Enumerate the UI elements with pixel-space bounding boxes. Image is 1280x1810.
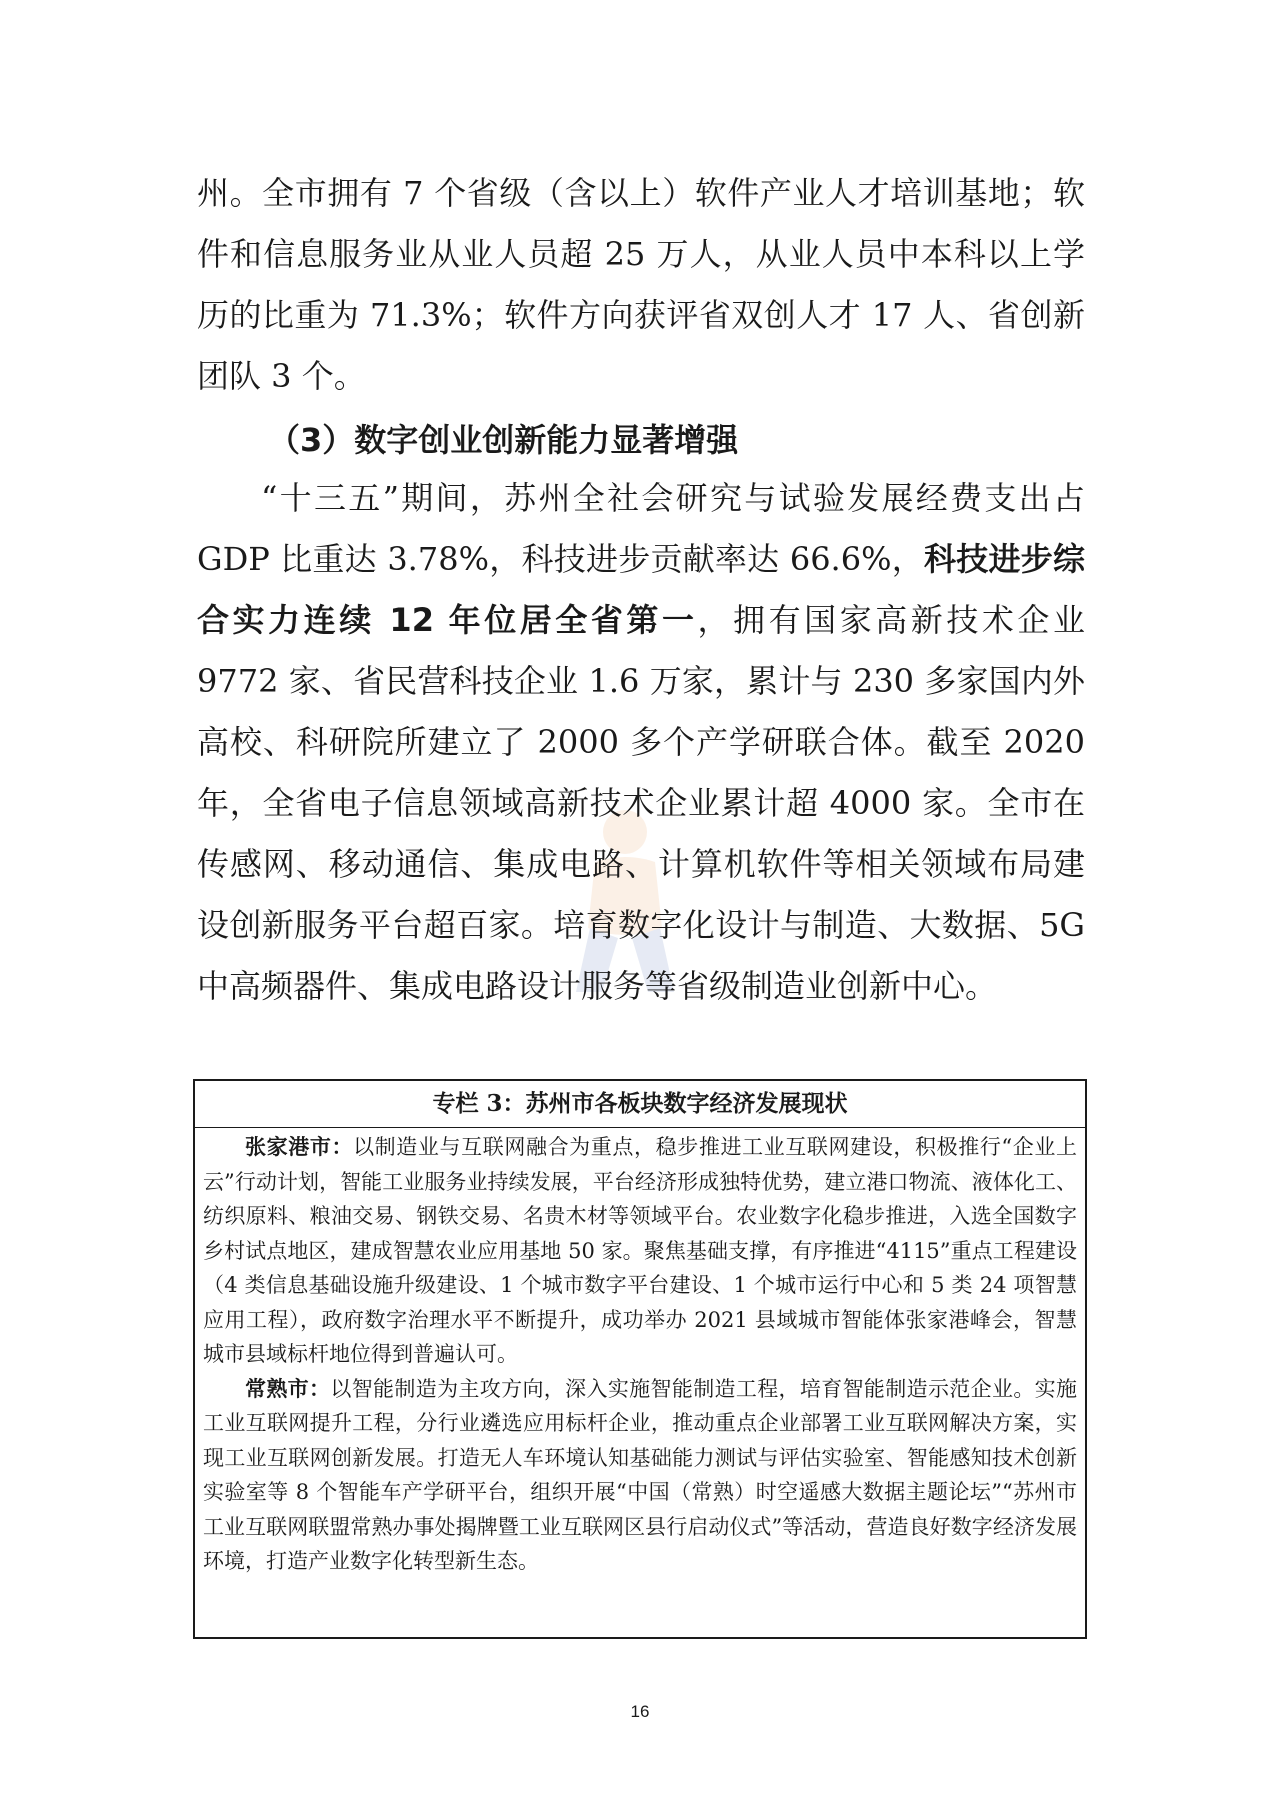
innovation-paragraph — [197, 468, 1085, 1017]
talent-paragraph: 州。全市拥有 7 个省级（含以上）软件产业人才培训基地；软件和信息服务业从业人员超 25 万人，从业人员中本科以上学历的比重为 71.3%；软件方向获评省双创人才 17 人、省创新团队 3 个。 — [197, 174, 1085, 395]
city-description: 以制造业与互联网融合为重点，稳步推进工业互联网建设，积极推行“企业上云”行动计划，智能工业服务业持续发展，平台经济形成独特优势，建立港口物流、液体化工、纺织原料、粮油交易、钢铁交易、名贵木材等领域平台。农业数字化稳步推进，入选全国数字乡村试点地区，建成智慧农业应用基地 50 家。聚焦基础支撑，有序推进“4115”重点工程建设（4 类信息基础设施升级建设、1 个城市数字平台建设、1 个城市运行中心和 5 类 24 项智慧应用工程），政府数字治理水平不断提升，成功举办 2021 县域城市智能体张家港峰会，智慧城市县域标杆地位得到普遍认可。 — [203, 1135, 1077, 1366]
section-heading: （3）数字创业创新能力显著增强 — [268, 421, 739, 459]
column-box-body — [195, 1128, 1085, 1579]
page-number: 16 — [630, 1702, 650, 1721]
column-box-title: 专栏 3：苏州市各板块数字经济发展现状 — [195, 1081, 1085, 1128]
city-entry-zhangjiagang — [203, 1130, 1077, 1372]
innovation-text-part2: ，拥有国家高新技术企业 9772 家、省民营科技企业 1.6 万家，累计与 230 多家国内外高校、科研院所建立了 2000 多个产学研联合体。截至 2020 年，全省电子信息领域高新技术企业累计超 4000 家。全市在传感网、移动通信、集成电路、计算机软件等相关领域布局建设创新服务平台超百家。培育数字化设计与制造、大数据、5G 中高频器件、集成电路设计服务等省级制造业创新中心。 — [197, 601, 1085, 1005]
innovation-emphasis: 科技进步综合实力连续 12 年位居全省第一 — [197, 540, 1085, 639]
city-name: 常熟市： — [245, 1375, 331, 1401]
innovation-text-part1: “十三五”期间，苏州全社会研究与试验发展经费支出占 GDP 比重达 3.78%，科技进步贡献率达 66.6%， — [197, 479, 1085, 578]
column-box — [193, 1079, 1087, 1639]
city-description: 以智能制造为主攻方向，深入实施智能制造工程，培育智能制造示范企业。实施工业互联网提升工程，分行业遴选应用标杆企业，推动重点企业部署工业互联网解决方案，实现工业互联网创新发展。打造无人车环境认知基础能力测试与评估实验室、智能感知技术创新实验室等 8 个智能车产学研平台，组织开展“中国（常熟）时空遥感大数据主题论坛”“苏州市工业互联网联盟常熟办事处揭牌暨工业互联网区县行启动仪式”等活动，营造良好数字经济发展环境，打造产业数字化转型新生态。 — [203, 1376, 1078, 1573]
city-name: 张家港市： — [245, 1134, 354, 1159]
city-entry-changshu — [203, 1372, 1077, 1579]
